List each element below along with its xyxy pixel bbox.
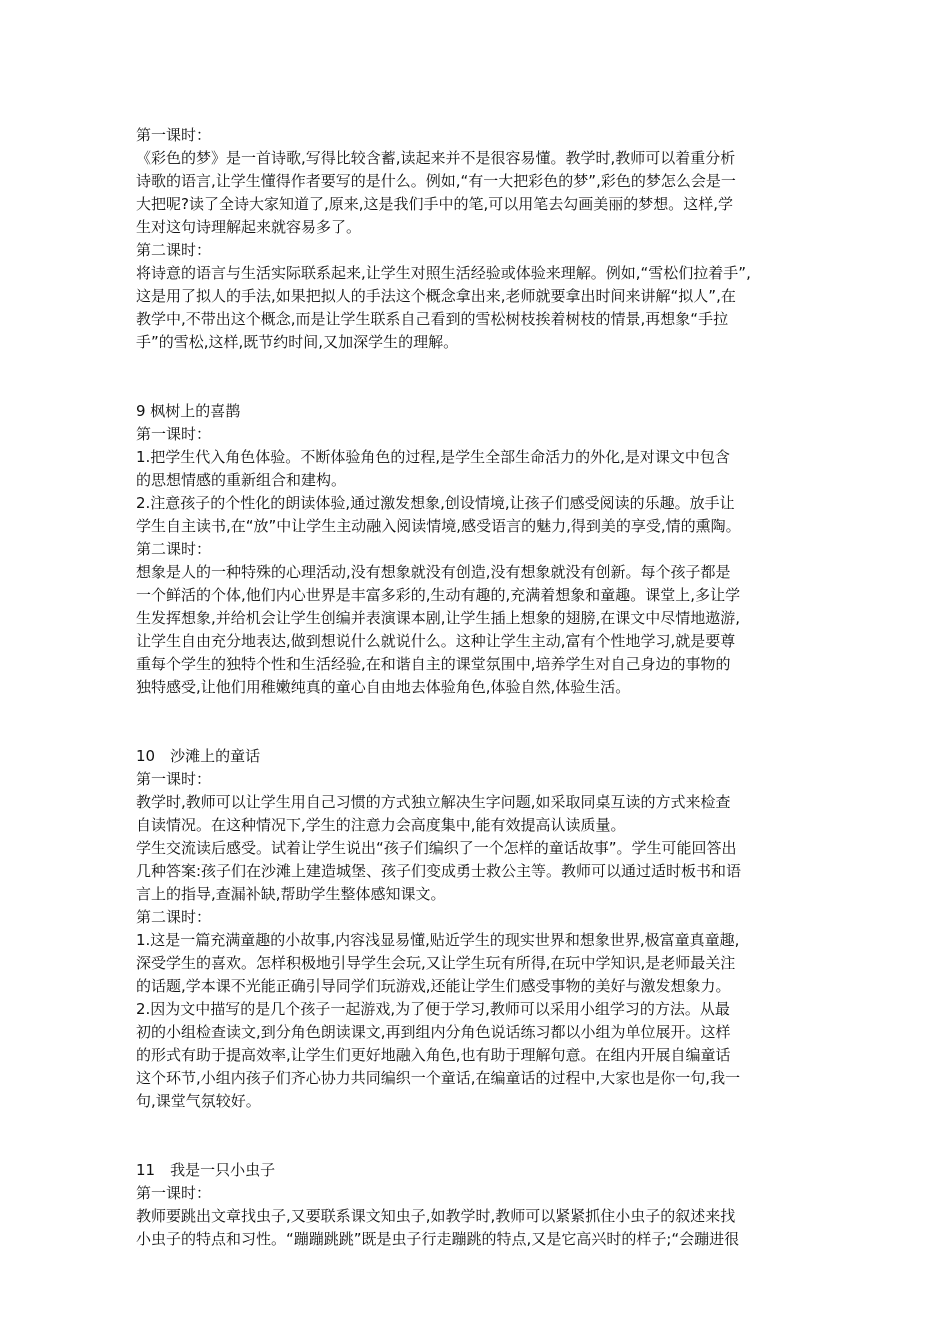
lesson-title: 11 我是一只小虫子 [136,1161,276,1179]
text-line: 生对这句诗理解起来就容易多了。 [136,218,362,236]
text-line: 学生交流读后感受。试着让学生说出“孩子们编织了一个怎样的童话故事”。学生可能回答出 [136,839,737,857]
text-line: 生发挥想象,并给机会让学生创编并表演课本剧,让学生插上想象的翅膀,在课文中尽情地遨游, [136,609,741,627]
text-line: 大把呢?读了全诗大家知道了,原来,这是我们手中的笔,可以用笔去勾画美丽的梦想。这样,学 [136,195,734,213]
text-line: 第一课时： [136,770,212,788]
text-line: 2.因为文中描写的是几个孩子一起游戏,为了便于学习,教师可以采用小组学习的方法。从最 [136,1000,730,1018]
text-line: 的思想情感的重新组合和建构。 [136,471,347,489]
text-line: 言上的指导,查漏补缺,帮助学生整体感知课文。 [136,885,446,903]
text-line: 教学时,教师可以让学生用自己习惯的方式独立解决生字问题,如采取同桌互读的方式来检查 [136,793,731,811]
text-line: 小虫子的特点和习性。“蹦蹦跳跳”既是虫子行走蹦跳的特点,又是它高兴时的样子;“会蹦进很 [136,1230,740,1248]
section-spacer [136,699,816,722]
text-line: 句,课堂气氛较好。 [136,1092,261,1110]
text-line: 想象是人的一种特殊的心理活动,没有想象就没有创造,没有想象就没有创新。每个孩子都是 [136,563,731,581]
text-line: 深受学生的喜欢。怎样积极地引导学生会玩,又让学生玩有所得,在玩中学知识,是老师最关注 [136,954,736,972]
text-line: 手”的雪松,这样,既节约时间,又加深学生的理解。 [136,333,459,351]
text-line: 独特感受,让他们用稚嫩纯真的童心自由地去体验角色,体验自然,体验生活。 [136,678,631,696]
text-line: 教师要跳出文章找虫子,又要联系课文知虫子,如教学时,教师可以紧紧抓住小虫子的叙述来找 [136,1207,736,1225]
section-spacer [136,722,816,745]
lesson-section [136,124,816,354]
text-line: 的话题,学本课不光能正确引导同学们玩游戏,还能让学生们感受事物的美好与激发想象力。 [136,977,731,995]
lesson-section [136,354,816,699]
text-line: 一个鲜活的个体,他们内心世界是丰富多彩的,生动有趣的,充满着想象和童趣。课堂上,多让学 [136,586,741,604]
section-spacer [136,1113,816,1136]
text-line: 第二课时： [136,241,212,259]
section-spacer [136,1136,816,1159]
lesson-section [136,699,816,1113]
text-line: 这个环节,小组内孩子们齐心协力共同编织一个童话,在编童话的过程中,大家也是你一句,我一 [136,1069,741,1087]
text-line: 自读情况。在这种情况下,学生的注意力会高度集中,能有效提高认读质量。 [136,816,626,834]
section-spacer [136,354,816,377]
text-line: 教学中,不带出这个概念,而是让学生联系自己看到的雪松树枝挨着树枝的情景,再想象“手拉 [136,310,729,328]
text-line: 重每个学生的独特个性和生活经验,在和谐自主的课堂氛围中,培养学生对自己身边的事物的 [136,655,731,673]
text-line: 《彩色的梦》是一首诗歌,写得比较含蓄,读起来并不是很容易懂。教学时,教师可以着重分析 [136,149,736,167]
text-line: 诗歌的语言,让学生懂得作者要写的是什么。例如,“有一大把彩色的梦”,彩色的梦怎么会是一 [136,172,736,190]
text-line: 第二课时： [136,540,212,558]
text-line: 第一课时： [136,1184,212,1202]
text-line: 这是用了拟人的手法,如果把拟人的手法这个概念拿出来,老师就要拿出时间来讲解“拟人”,在 [136,287,736,305]
text-line: 的形式有助于提高效率,让学生们更好地融入角色,也有助于理解句意。在组内开展自编童话 [136,1046,731,1064]
lesson-title: 9 枫树上的喜鹊 [136,402,241,420]
text-line: 初的小组检查读文,到分角色朗读课文,再到组内分角色说话练习都以小组为单位展开。这样 [136,1023,731,1041]
text-line: 2.注意孩子的个性化的朗读体验,通过激发想象,创设情境,让孩子们感受阅读的乐趣。放手让 [136,494,735,512]
text-line: 第二课时： [136,908,212,926]
text-line: 1.这是一篇充满童趣的小故事,内容浅显易懂,贴近学生的现实世界和想象世界,极富童真童趣, [136,931,740,949]
text-line: 将诗意的语言与生活实际联系起来,让学生对照生活经验或体验来理解。例如,“雪松们拉着手”, [136,264,751,282]
text-line: 1.把学生代入角色体验。不断体验角色的过程,是学生全部生命活力的外化,是对课文中包含 [136,448,730,466]
document-body [136,124,816,1251]
text-line: 第一课时： [136,425,212,443]
section-spacer [136,377,816,400]
text-line: 学生自主读书,在“放”中让学生主动融入阅读情境,感受语言的魅力,得到美的享受,情的熏陶。 [136,517,741,535]
text-line: 几种答案:孩子们在沙滩上建造城堡、孩子们变成勇士救公主等。教师可以通过适时板书和语 [136,862,742,880]
text-line: 第一课时： [136,126,212,144]
lesson-title: 10 沙滩上的童话 [136,747,261,765]
lesson-section [136,1113,816,1251]
text-line: 让学生自由充分地表达,做到想说什么就说什么。这种让学生主动,富有个性地学习,就是要尊 [136,632,736,650]
